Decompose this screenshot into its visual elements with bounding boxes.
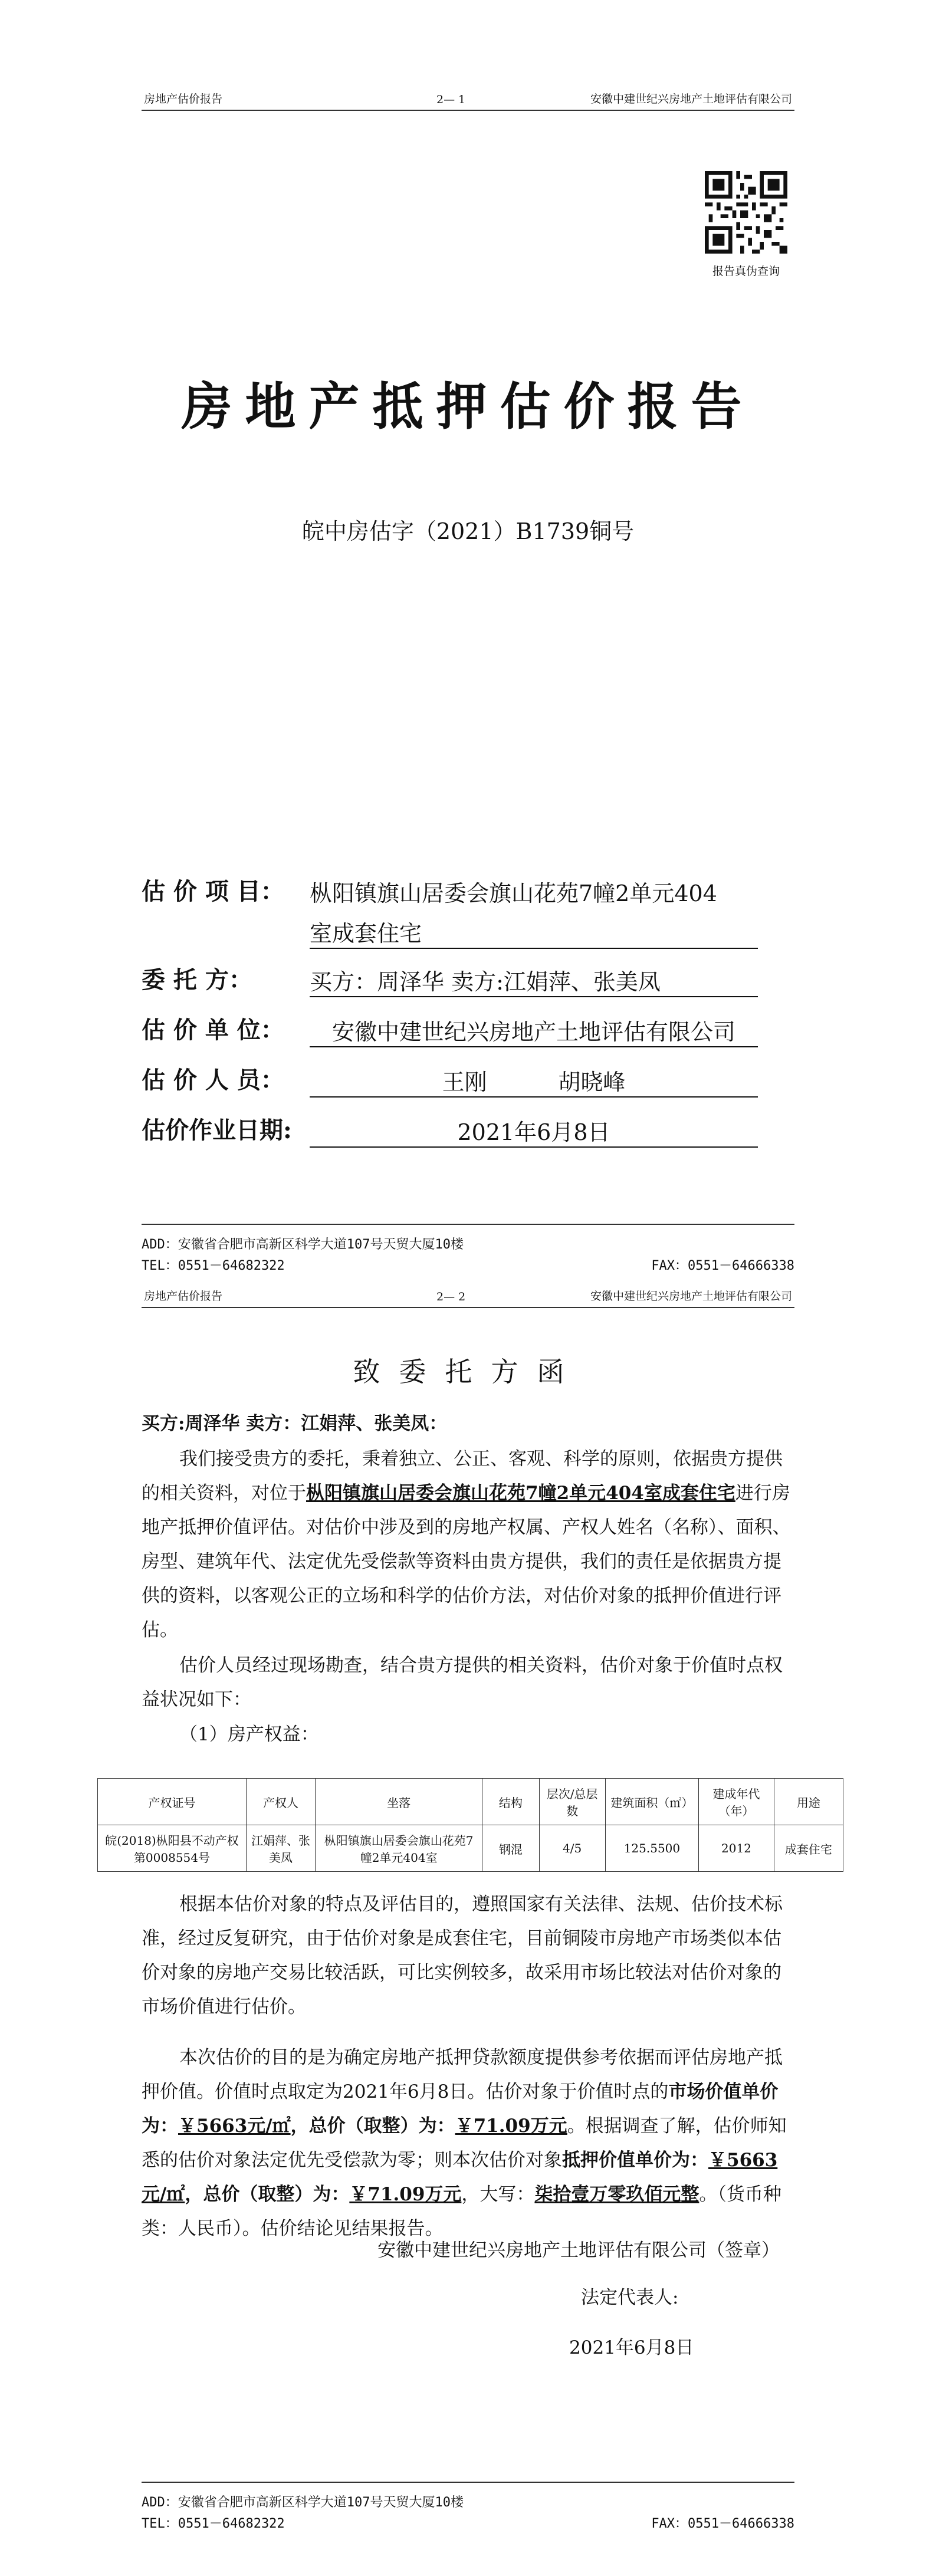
field-label-client: 委 托 方： (142, 966, 252, 994)
table-header-cell: 层次/总层数 (539, 1779, 605, 1825)
property-rights-table (97, 1778, 843, 1872)
field-label-unit: 估 价 单 位： (142, 1016, 284, 1044)
paragraph-1-part-a: 我们接受贵方的委托，秉着独立、公正、客观、科学的原则，依据贵方提供的相关资料，对位于 (142, 1448, 783, 1504)
mortgage-total-label: ，总价（取整）为： (185, 2184, 350, 2205)
table-cell-certificate: 皖(2018)枞阳县不动产权第0008554号 (98, 1825, 247, 1872)
table-cell-floors: 4/5 (539, 1825, 605, 1872)
table-header-row (98, 1779, 843, 1825)
table-header-cell: 坐落 (316, 1779, 482, 1825)
table-cell-structure: 钢混 (482, 1825, 539, 1872)
paragraph-5-part-m: 。（货币种类：人民币）。估价结论见结果报告。 (142, 2184, 781, 2239)
footer-address: ADD：安徽省合肥市高新区科学大道107号天贸大厦10楼 (142, 2495, 464, 2510)
table-header-cell: 产权人 (246, 1779, 315, 1825)
footer-address: ADD：安徽省合肥市高新区科学大道107号天贸大厦10楼 (142, 1237, 464, 1252)
page-header (142, 88, 794, 111)
letter-paragraph-1 (142, 1442, 796, 1647)
table-cell-location: 枞阳镇旗山居委会旗山花苑7幢2单元404室 (316, 1825, 482, 1872)
field-value-client: 买方：周泽华 卖方:江娟萍、张美凤 (310, 964, 758, 997)
paragraph-1-part-c: 进行房地产抵押价值评估。对估价中涉及到的房地产权属、产权人姓名（名称）、面积、房型、建筑年代、法定优先受偿款等资料由贵方提供，我们的责任是依据贵方提供的资料，以客观公正的立场和科学的估价方法，对估价对象的抵押价值进行评估。 (142, 1483, 791, 1641)
legal-representative: 法定代表人: (581, 2287, 679, 2308)
letter-paragraph-4 (142, 1887, 796, 2024)
page-header (142, 1286, 794, 1308)
paragraph-4-text: 根据本估价对象的特点及评估目的，遵照国家有关法律、法规、估价技术标准，经过反复研究，由于估价对象是成套住宅，目前铜陵市房地产市场类似本估价对象的房地产交易比较活跃，可比实例较多，故采用市场比较法对估价对象的市场价值进行估价。 (142, 1894, 783, 2018)
header-title: 房地产估价报告 (144, 1290, 223, 1303)
table-header-cell: 建成年代（年） (699, 1779, 774, 1825)
report-title: 房地产抵押估价报告 (181, 377, 755, 436)
field-label-date: 估价作业日期: (142, 1116, 292, 1144)
table-header-cell: 产权证号 (98, 1779, 247, 1825)
footer-tel: TEL：0551－64682322 (142, 2516, 285, 2531)
letter-paragraph-2 (142, 1648, 796, 1717)
letter-heading: 致委托方函 (353, 1356, 583, 1388)
document-number: 皖中房估字（2021）B1739铜号 (301, 518, 635, 544)
market-value-label: 市场价值单价为： (142, 2081, 779, 2137)
table-header-cell: 用途 (774, 1779, 843, 1825)
header-page-number: 2— 1 (436, 93, 466, 106)
letter-date: 2021年6月8日 (569, 2337, 694, 2358)
capital-label: ，大写： (461, 2184, 535, 2205)
mortgage-value-label: 抵押价值单价为： (562, 2150, 708, 2171)
field-value-date: 2021年6月8日 (310, 1114, 758, 1148)
mortgage-total-price: ￥71.09万元 (349, 2184, 462, 2205)
footer-tel: TEL：0551－64682322 (142, 1259, 285, 1273)
header-title: 房地产估价报告 (144, 93, 223, 106)
footer-fax: FAX：0551－64666338 (651, 2516, 794, 2531)
table-cell-year: 2012 (699, 1825, 774, 1872)
footer-divider (142, 2482, 794, 2483)
header-page-number: 2— 2 (436, 1290, 466, 1303)
paragraph-5-part-f: 。根据调查了解，估价师知悉的估价对象法定优先受偿款为零；则本次估价对象 (142, 2115, 787, 2171)
market-total-label: ，总价（取整）为： (290, 2115, 455, 2137)
qr-code-icon (705, 171, 787, 254)
paragraph-5-part-a: 本次估价的目的是为确定房地产抵押贷款额度提供参考依据而评估房地产抵押价值。价值时点取定为2021年6月8日。估价对象于价值时点的 (142, 2047, 783, 2102)
capital-amount: 柒拾壹万零玖佰元整 (534, 2184, 699, 2205)
footer-divider (142, 1224, 794, 1225)
table-cell-use: 成套住宅 (774, 1825, 843, 1872)
field-label-appraisers: 估 价 人 员： (142, 1066, 284, 1094)
table-cell-area: 125.5500 (605, 1825, 699, 1872)
table-cell-owner: 江娟萍、张美凤 (246, 1825, 315, 1872)
field-value-unit: 安徽中建世纪兴房地产土地评估有限公司 (310, 1014, 758, 1047)
market-total-price: ￥71.09万元 (455, 2115, 567, 2137)
table-row (98, 1825, 843, 1872)
field-value-project: 枞阳镇旗山居委会旗山花苑7幢2单元404 (310, 880, 717, 906)
property-location: 枞阳镇旗山居委会旗山花苑7幢2单元404室成套住宅 (306, 1483, 735, 1504)
paragraph-3-text: （1）房产权益： (179, 1724, 319, 1745)
footer-fax: FAX：0551－64666338 (651, 1259, 794, 1273)
market-unit-price: ￥5663元/㎡ (178, 2115, 291, 2137)
table-header-cell: 建筑面积（㎡） (605, 1779, 699, 1825)
company-signature: 安徽中建世纪兴房地产土地评估有限公司（签章） (377, 2240, 780, 2261)
mortgage-unit-price: ￥5663元/㎡ (142, 2150, 778, 2205)
letter-paragraph-3 (142, 1717, 796, 1752)
paragraph-2-text: 估价人员经过现场勘查，结合贵方提供的相关资料，估价对象于价值时点权益状况如下： (142, 1655, 783, 1710)
table-header-cell: 结构 (482, 1779, 539, 1825)
field-value-appraisers: 王刚 胡晓峰 (310, 1064, 758, 1098)
qr-label: 报告真伪查询 (712, 265, 780, 278)
header-company: 安徽中建世纪兴房地产土地评估有限公司 (590, 1290, 792, 1303)
field-value-project-line2: 室成套住宅 (310, 915, 758, 949)
header-company: 安徽中建世纪兴房地产土地评估有限公司 (590, 93, 792, 106)
letter-addressee: 买方:周泽华 卖方：江娟萍、张美凤： (142, 1413, 448, 1434)
field-label-project: 估 价 项 目： (142, 878, 284, 905)
letter-paragraph-5 (142, 2041, 796, 2246)
